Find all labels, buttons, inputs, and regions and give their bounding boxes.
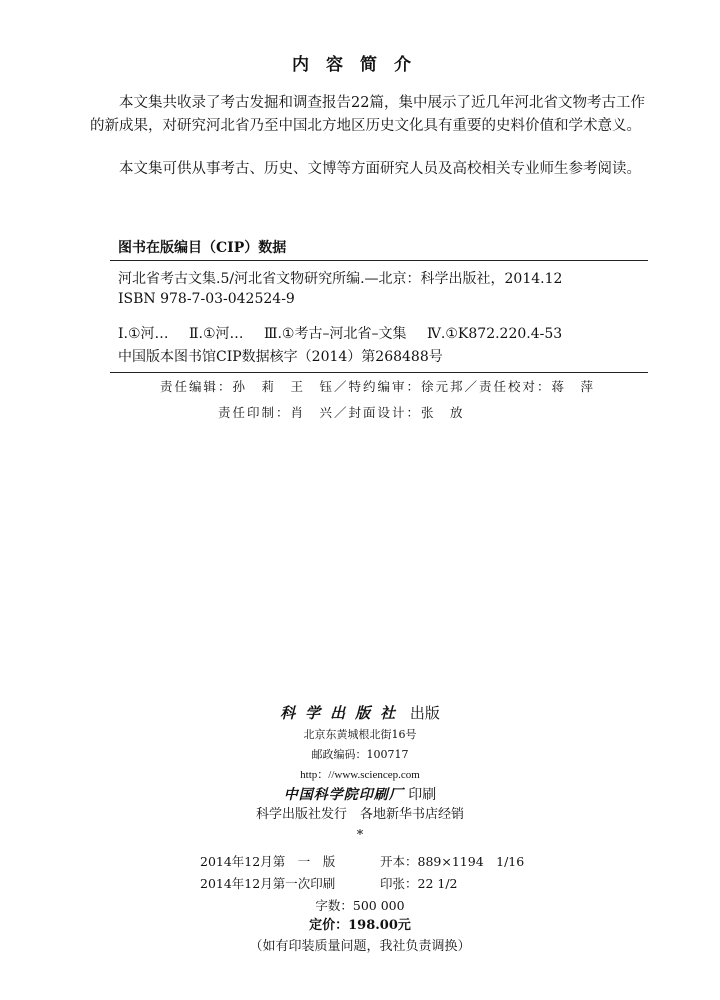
publisher-url: http：//www.sciencep.com: [300, 769, 420, 781]
edition-row: [200, 852, 525, 870]
separator-star: *: [356, 828, 364, 843]
printer-suffix: 印刷: [408, 787, 437, 803]
printing: 2014年12月第一次印刷: [200, 876, 336, 891]
postcode: 邮政编码：100717: [311, 748, 409, 761]
publisher-name: 科学出版社: [280, 704, 406, 722]
cip-classification: [118, 323, 578, 343]
distribution-line: 科学出版社发行 各地新华书店经销: [255, 807, 464, 822]
quality-notice: （如有印装质量问题，我社负责调换）: [249, 939, 471, 954]
cip-heading: 图书在版编目（CIP）数据: [118, 240, 287, 256]
price: 定价：198.00元: [309, 918, 411, 933]
edition: 2014年12月第 一 版: [200, 854, 336, 869]
cip-isbn: ISBN 978-7-03-042524-9: [118, 291, 295, 307]
format: 开本：889×1194 1/16: [380, 854, 525, 869]
printing-row: [200, 874, 458, 892]
intro-paragraph-2: 本文集可供从事考古、历史、文博等方面研究人员及高校相关专业师生参考阅读。: [119, 161, 641, 177]
publisher-address: 北京东黄城根北街16号: [303, 728, 417, 741]
cip-top-rule: [110, 260, 648, 261]
intro-title: 内容简介: [292, 55, 428, 75]
printer-line: [0, 784, 720, 804]
production-credits: 责任印制：肖 兴／封面设计：张 放: [218, 405, 465, 420]
cip-bottom-rule: [110, 372, 648, 373]
editor-credits: 责任编辑：孙 莉 王 钰／特约编审：徐元邦／责任校对：蒋 萍: [160, 379, 596, 394]
cip-number: 中国版本图书馆CIP数据核字（2014）第268488号: [118, 349, 443, 365]
cip-class-2: Ⅱ.①河…: [188, 326, 244, 342]
word-count: 字数：500 000: [315, 898, 405, 913]
intro-paragraph-1: 本文集共收录了考古发掘和调查报告22篇，集中展示了近几年河北省文物考古工作的新成果，对研究河北省乃至中国北方地区历史文化具有重要的史料价值和学术意义。: [90, 95, 645, 134]
printer-name: 中国科学院印刷厂: [283, 787, 404, 803]
cip-record-line: 河北省考古文集.5/河北省文物研究所编.—北京：科学出版社，2014.12: [118, 271, 563, 287]
cip-class-3: Ⅲ.①考古–河北省–文集: [263, 326, 407, 342]
publisher-suffix: 出版: [409, 704, 440, 722]
cip-class-1: Ⅰ.①河…: [118, 326, 169, 342]
cip-class-4: Ⅳ.①K872.220.4-53: [426, 326, 563, 342]
sheets: 印张：22 1/2: [380, 876, 458, 891]
publisher-line: [0, 702, 720, 723]
